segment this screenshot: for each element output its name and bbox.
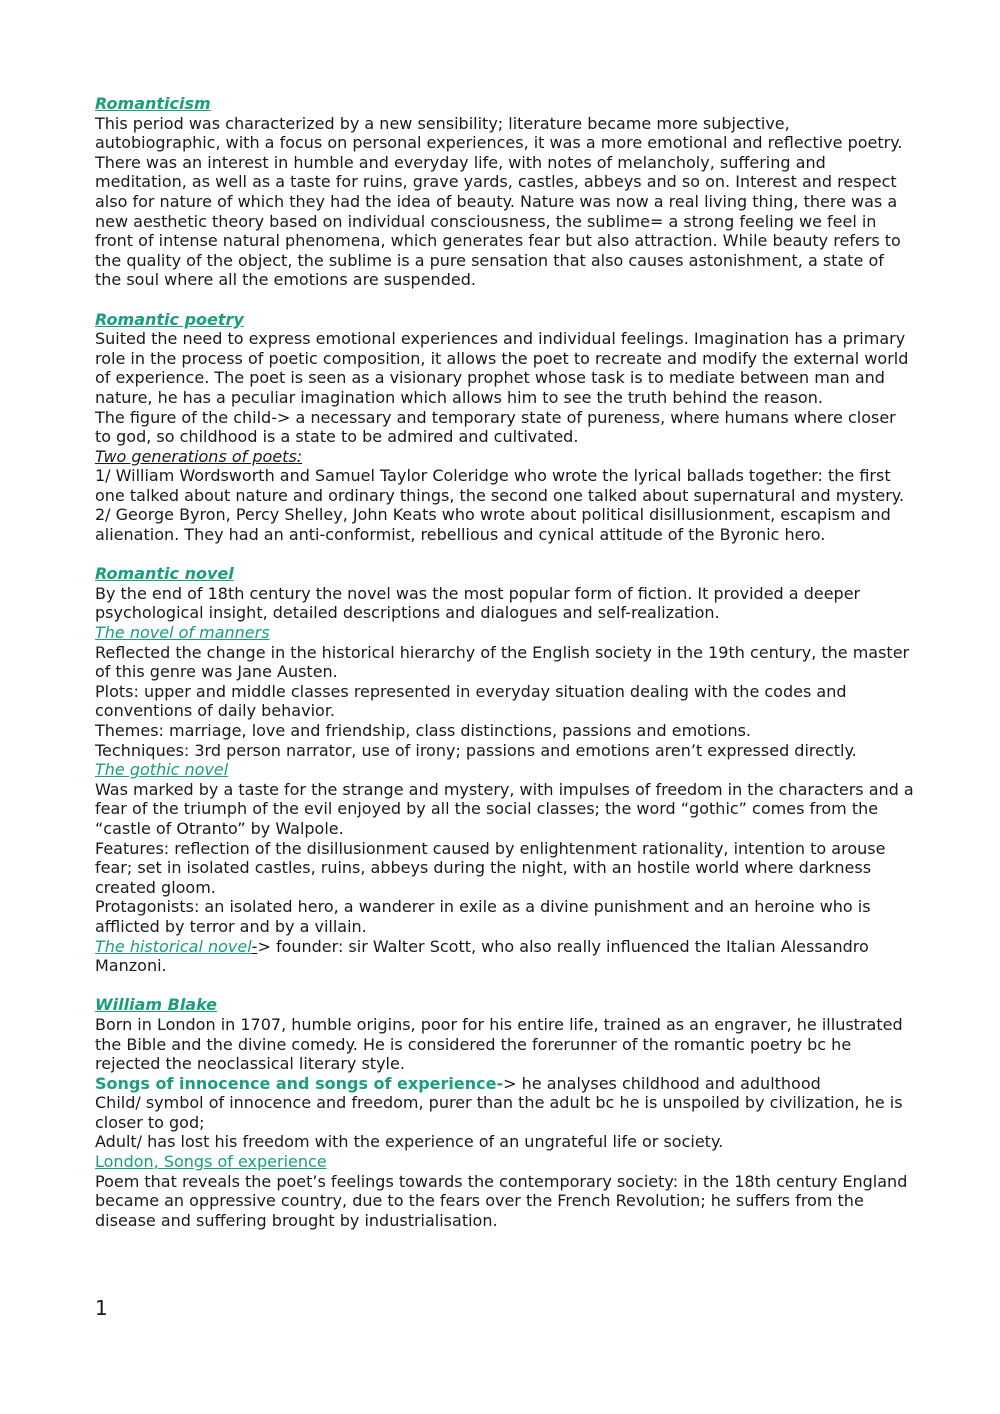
historical-novel-text: > founder: sir Walter Scott, who also really influenced the Italian Alessandro Manzoni. — [95, 936, 869, 976]
romantic-novel-heading: Romantic novel — [95, 564, 234, 584]
second-generation-paragraph: 2/ George Byron, Percy Shelley, John Keats who wrote about political disillusionment, escapism and alienation. They had an anti-conformist, rebellious and cynical attitude of the Byronic hero. — [95, 505, 891, 545]
child-figure-paragraph: The figure of the child-> a necessary and temporary state of pureness, where humans where closer to god, so childhood is a state to be admired and cultivated. — [95, 407, 896, 447]
gothic-novel-link[interactable]: The gothic novel — [95, 760, 229, 780]
manners-themes: Themes: marriage, love and friendship, class distinctions, passions and emotions. — [95, 721, 752, 740]
blake-bio: Born in London in 1707, humble origins, poor for his entire life, trained as an engraver, he illustrated the Bible and the divine comedy. He is considered the forerunner of the romantic poetry bc he rejected the neoclassical literary style. — [95, 1014, 903, 1074]
page-number: 1 — [95, 1296, 108, 1320]
historical-novel-line — [95, 937, 915, 976]
london-link[interactable]: London, Songs of experience — [95, 1152, 327, 1172]
historical-novel-dash: - — [251, 936, 258, 956]
songs-text: > he analyses childhood and adulthood — [503, 1073, 821, 1093]
romantic-novel-intro: By the end of 18th century the novel was the most popular form of fiction. It provided a deeper psychological insight, detailed descriptions and dialogues and self-realization. — [95, 583, 861, 623]
child-paragraph: Child/ symbol of innocence and freedom, purer than the adult bc he is unspoiled by civilization, he is closer to god; — [95, 1093, 903, 1132]
generations-label: Two generations of poets: — [95, 446, 303, 466]
romanticism-heading: Romanticism — [95, 94, 211, 113]
first-generation-paragraph: 1/ William Wordsworth and Samuel Taylor Coleridge who wrote the lyrical ballads together: the first one talked about nature and ordinary things, the second one talked about supernatural and mystery. — [95, 466, 905, 505]
novel-of-manners-link[interactable]: The novel of manners — [95, 623, 270, 643]
william-blake-heading: William Blake — [95, 995, 218, 1015]
songs-line — [95, 1074, 915, 1094]
romantic-poetry-heading: Romantic poetry — [95, 309, 244, 329]
adult-paragraph: Adult/ has lost his freedom with the experience of an ungrateful life or society. — [95, 1132, 724, 1152]
document-page — [95, 94, 915, 1230]
romantic-poetry-paragraph: Suited the need to express emotional experiences and individual feelings. Imagination has a primary role in the process of poetic composition, it allows the poet to recreate and modify the external world of experience. The poet is seen as a visionary prophet whose task is to mediate between man and nature, he has a peculiar imagination which allows him to see the truth behind the reason. — [95, 329, 909, 407]
gothic-protagonists: Protagonists: an isolated hero, a wanderer in exile as a divine punishment and an heroine who is afflicted by terror and by a villain. — [95, 897, 871, 936]
manners-techniques: Techniques: 3rd person narrator, use of irony; passions and emotions aren’t expressed directly. — [95, 740, 857, 760]
romanticism-paragraph: This period was characterized by a new sensibility; literature became more subjective, autobiographic, with a focus on personal experiences, it was a more emotional and reflective poetry. There was an interest in humble and everyday life, with notes of melancholy, suffering and meditation, as well as a taste for ruins, grave yards, castles, abbeys and so on. Interest and respect also for nature of which they had the idea of beauty. Nature was now a real living thing, there was a new aesthetic theory based on individual consciousness, the sublime= a strong feeling we feel in front of intense natural phenomena, which generates fear but also attraction. While beauty refers to the quality of the object, the sublime is a pure sensation that also causes astonishment, a state of the soul where all the emotions are suspended. — [95, 113, 903, 290]
manners-plots: Plots: upper and middle classes represented in everyday situation dealing with the codes and conventions of daily behavior. — [95, 681, 847, 721]
songs-title: Songs of innocence and songs of experience- — [95, 1073, 504, 1093]
gothic-paragraph: Was marked by a taste for the strange and mystery, with impulses of freedom in the characters and a fear of the triumph of the evil enjoyed by all the social classes; the word “gothic” comes from the “castle of Otranto” by Walpole. — [95, 779, 914, 838]
historical-novel-link[interactable]: The historical novel — [95, 936, 252, 956]
london-paragraph: Poem that reveals the poet’s feelings towards the contemporary society: in the 18th century England became an oppressive country, due to the fears over the French Revolution; he suffers from the disease and suffering brought by industrialisation. — [95, 1171, 908, 1230]
gothic-features: Features: reflection of the disillusionment caused by enlightenment rationality, intention to arouse fear; set in isolated castles, ruins, abbeys during the night, with an hostile world where darkness created gloom. — [95, 838, 886, 897]
manners-paragraph: Reflected the change in the historical hierarchy of the English society in the 19th century, the master of this genre was Jane Austen. — [95, 642, 910, 682]
